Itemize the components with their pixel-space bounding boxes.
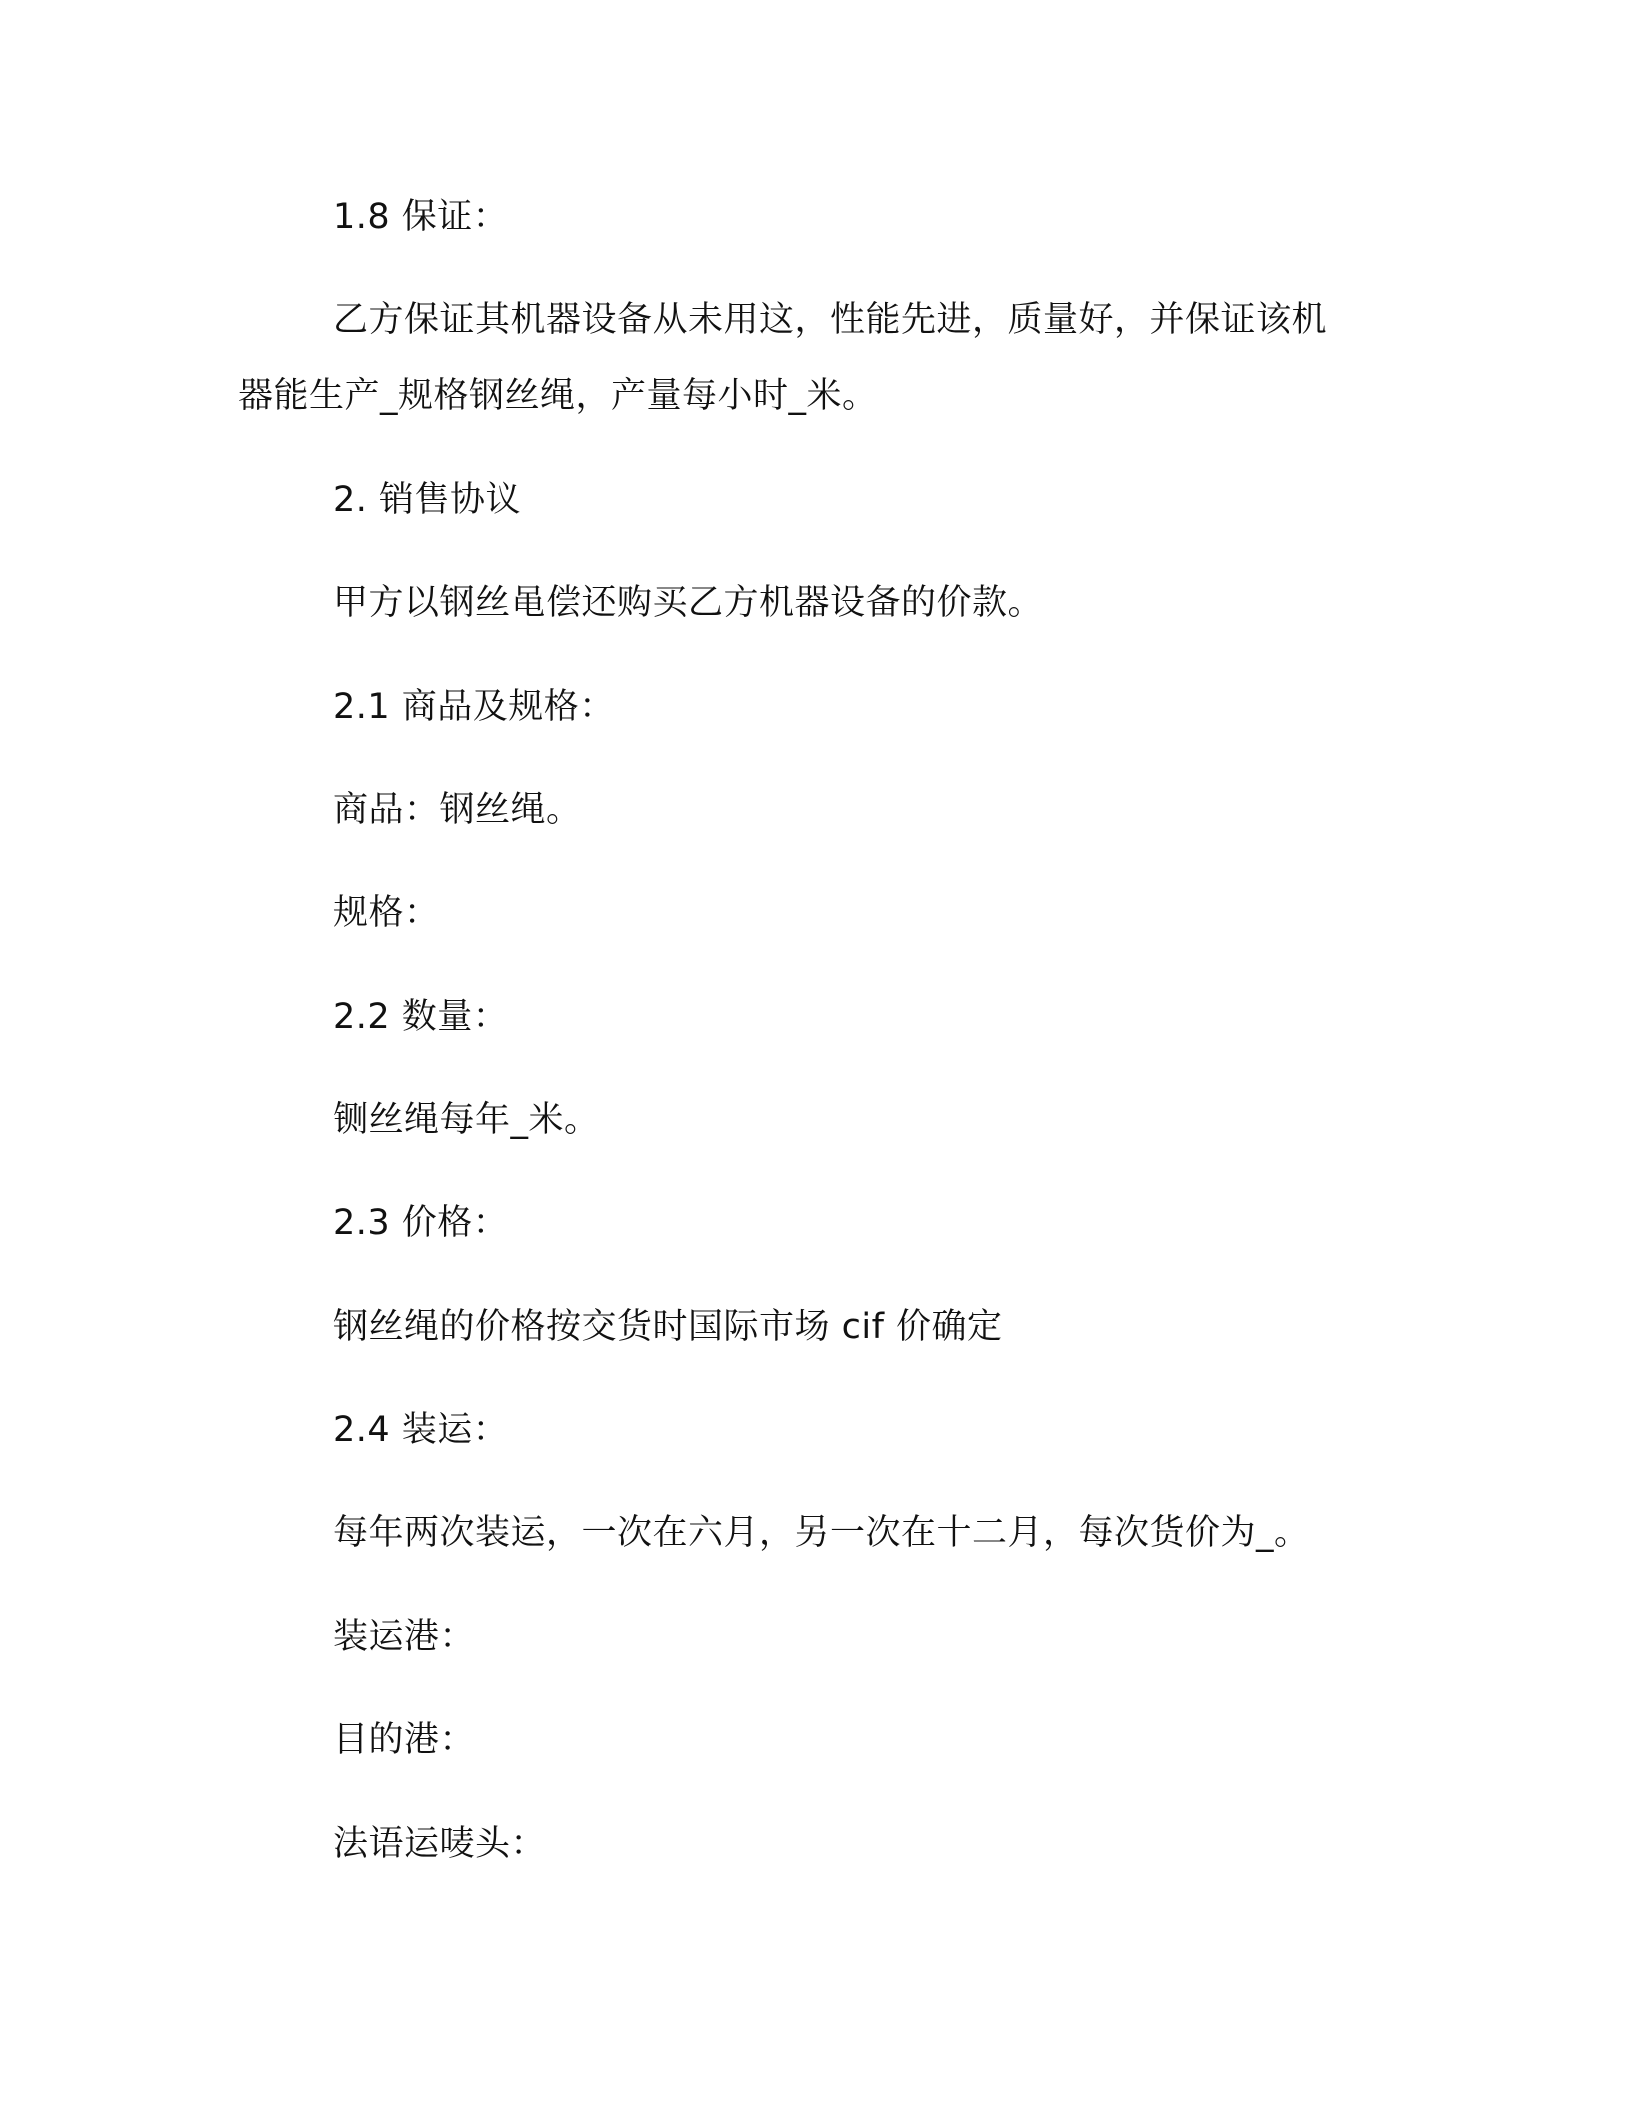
paragraph-line: 规格： bbox=[333, 893, 440, 933]
paragraph-line: 法语运唛头： bbox=[333, 1824, 547, 1864]
section-heading-2: 2. 销售协议 bbox=[333, 480, 522, 520]
paragraph-line: 铡丝绳每年_米。 bbox=[333, 1100, 600, 1140]
paragraph-line: 商品：钢丝绳。 bbox=[333, 790, 582, 830]
paragraph-line: 乙方保证其机器设备从未用这，性能先进，质量好，并保证该机 bbox=[333, 300, 1328, 340]
section-heading-2-1: 2.1 商品及规格： bbox=[333, 687, 615, 727]
section-heading-1-8: 1.8 保证： bbox=[333, 197, 509, 237]
paragraph-line: 每年两次装运，一次在六月，另一次在十二月，每次货价为_。 bbox=[333, 1513, 1310, 1553]
paragraph-line: 装运港： bbox=[333, 1617, 476, 1657]
section-heading-2-4: 2.4 装运： bbox=[333, 1410, 509, 1450]
section-heading-2-2: 2.2 数量： bbox=[333, 997, 509, 1037]
paragraph-line: 钢丝绳的价格按交货时国际市场 cif 价确定 bbox=[333, 1307, 1003, 1347]
section-heading-2-3: 2.3 价格： bbox=[333, 1203, 509, 1243]
paragraph-line: 甲方以钢丝黾偿还购买乙方机器设备的价款。 bbox=[333, 583, 1044, 623]
paragraph-line: 器能生产_规格钢丝绳，产量每小时_米。 bbox=[238, 376, 878, 416]
paragraph-line: 目的港： bbox=[333, 1720, 476, 1760]
